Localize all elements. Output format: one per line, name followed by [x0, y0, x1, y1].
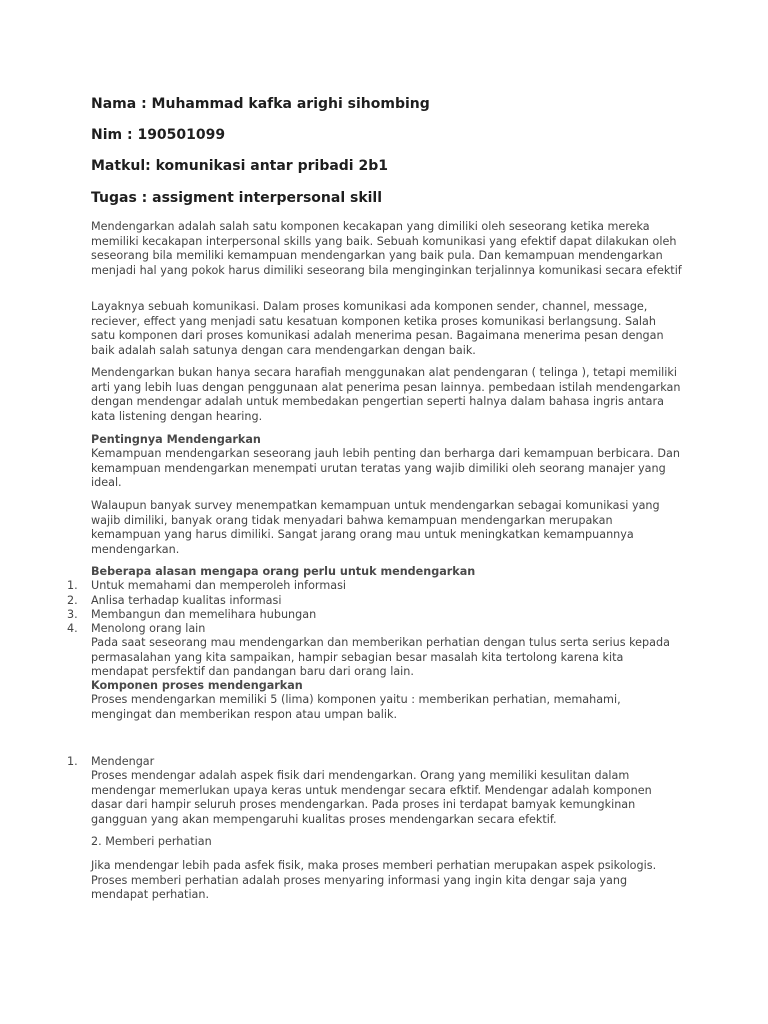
list-item: [67, 755, 687, 770]
list-item: [67, 622, 687, 637]
list-text: Untuk memahami dan memperoleh informasi: [91, 579, 347, 592]
list-text: Anlisa terhadap kualitas informasi: [91, 594, 282, 607]
list-text: Menolong orang lain: [91, 622, 206, 635]
list-number: 4.: [67, 622, 78, 635]
paragraph-2: Layaknya sebuah komunikasi. Dalam proses komunikasi ada komponen sender, channel, message, reciever, effect yang menjadi satu kesatuan komponen ketika proses komunikasi berlangsung. Salah satu komponen dari proses komunikasi adalah menerima pesan. Bagaimana menerima pesan dengan baik adalah salah satunya dengan cara mendengarkan dengan baik.: [91, 300, 664, 357]
paragraph-9: Jika mendengar lebih pada asfek fisik, maka proses memberi perhatian merupakan aspek psikologis. Proses memberi perhatian adalah proses menyaring informasi yang ingin kita dengar saja yang mendapat perhatian.: [91, 859, 657, 902]
paragraph-8: Proses mendengar adalah aspek fisik dari mendengarkan. Orang yang memiliki kesulitan dalam mendengar memerlukan upaya keras untuk mendengar secara efktif. Mendengar adalah komponen dasar dari hampir seluruh proses mendengarkan. Pada proses ini terdapat bamyak kemungkinan gangguan yang akan mempengaruhi kualitas proses mendengarkan secara efektif.: [91, 769, 652, 826]
list-text: Membangun dan memelihara hubungan: [91, 608, 317, 621]
header-matkul: Matkul: komunikasi antar pribadi 2b1: [91, 158, 388, 174]
paragraph-7: Proses mendengarkan memiliki 5 (lima) komponen yaitu : memberikan perhatian, memahami, mengingat dan memberikan respon atau umpan balik.: [91, 693, 621, 721]
paragraph-6: Pada saat seseorang mau mendengarkan dan memberikan perhatian dengan tulus serta serius kepada permasalahan yang kita sampaikan, hampir sebagian besar masalah kita tertolong karena kita mendapat persfektif dan pandangan baru dari orang lain.: [91, 636, 670, 679]
list-item-2: 2. Memberi perhatian: [91, 835, 212, 848]
list-number: 1.: [67, 755, 78, 768]
heading-alasan: Beberapa alasan mengapa orang perlu untuk mendengarkan: [91, 565, 476, 578]
paragraph-5: Walaupun banyak survey menempatkan kemampuan untuk mendengarkan sebagai komunikasi yang wajib dimiliki, banyak orang tidak menyadari bahwa kemampuan mendengarkan merupakan kemampuan yang harus dimiliki. Sangat jarang orang mau untuk meningkatkan kemampuannya mendengarkan.: [91, 499, 660, 556]
list-number: 2.: [67, 594, 78, 607]
list-item: [67, 594, 687, 609]
paragraph-4: Kemampuan mendengarkan seseorang jauh lebih penting dan berharga dari kemampuan berbicara. Dan kemampuan mendengarkan menempati urutan teratas yang wajib dimiliki oleh seorang manajer yang ideal.: [91, 447, 680, 490]
heading-komponen: Komponen proses mendengarkan: [91, 679, 303, 692]
list-number: 3.: [67, 608, 78, 621]
header-tugas: Tugas : assigment interpersonal skill: [91, 190, 383, 206]
list-item: [67, 579, 687, 594]
paragraph-1: Mendengarkan adalah salah satu komponen kecakapan yang dimiliki oleh seseorang ketika mereka memiliki kecakapan interpersonal skills yang baik. Sebuah komunikasi yang efektif dapat dilakukan oleh seseorang bila memiliki kemampuan mendengarkan yang baik pula. Dan kemampuan mendengarkan menjadi hal yang pokok harus dimiliki seseorang bila menginginkan terjalinnya komunikasi secara efektif: [91, 220, 682, 277]
list-number: 1.: [67, 579, 78, 592]
list-text: Mendengar: [91, 755, 155, 768]
header-nama: Nama : Muhammad kafka arighi sihombing: [91, 96, 430, 112]
header-nim: Nim : 190501099: [91, 127, 226, 143]
paragraph-3: Mendengarkan bukan hanya secara harafiah menggunakan alat pendengaran ( telinga ), tetapi memiliki arti yang lebih luas dengan penggunaan alat penerima pesan lainnya. pembedaan istilah mendengarkan dengan mendengar adalah untuk membedakan pengertian seperti halnya dalam bahasa ingris antara kata listening dengan hearing.: [91, 366, 681, 423]
heading-pentingnya: Pentingnya Mendengarkan: [91, 433, 261, 446]
list-item: [67, 608, 687, 623]
